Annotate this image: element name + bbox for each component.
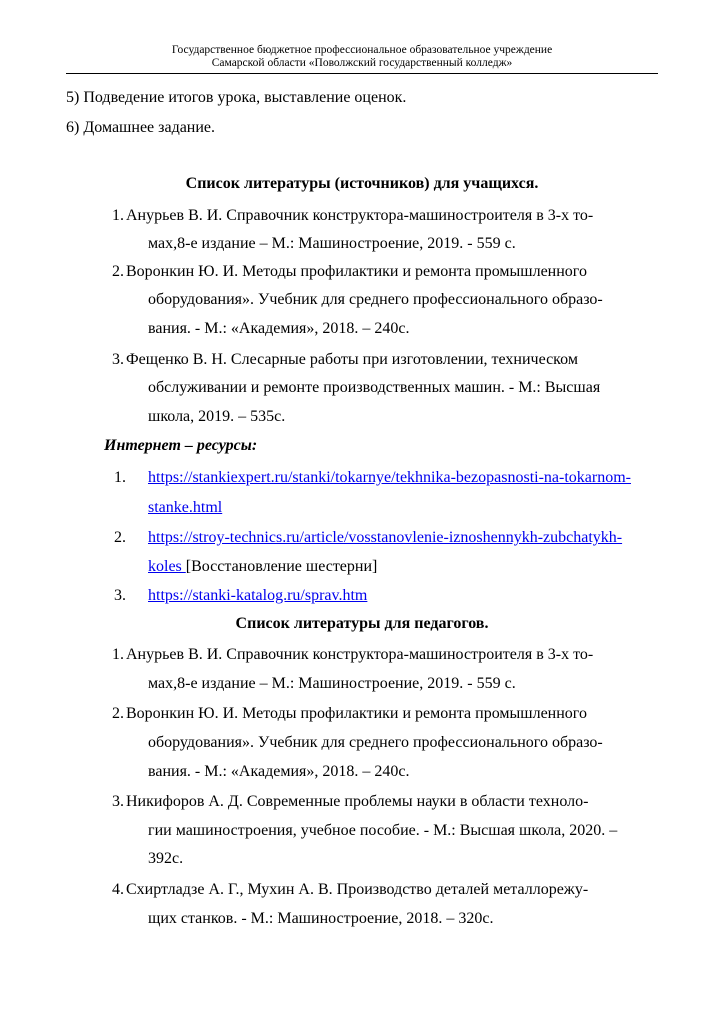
internet-link-2-part-1[interactable]: https://stroy-technics.ru/article/vosstanovlenie-iznoshennykh-zubchatykh- bbox=[148, 529, 623, 546]
internet-item-1-link-line-1 bbox=[148, 468, 631, 488]
step-5: 5) Подведение итогов урока, выставление оценок. bbox=[66, 89, 407, 106]
teachers-item-4-num: 4. bbox=[112, 881, 124, 898]
internet-item-3-num: 3. bbox=[114, 587, 126, 604]
internet-link-1-part-1[interactable]: https://stankiexpert.ru/stanki/tokarnye/tekhnika-bezopasnosti-na-tokarnom- bbox=[148, 469, 631, 486]
internet-item-1-link-line-2 bbox=[148, 498, 222, 518]
students-item-2-line-1: Воронкин Ю. И. Методы профилактики и ремонта промышленного bbox=[126, 263, 587, 280]
students-item-3-line-2: обслуживании и ремонте производственных машин. - М.: Высшая bbox=[148, 379, 601, 396]
students-item-3-line-3: школа, 2019. – 535с. bbox=[148, 408, 286, 425]
teachers-item-2-line-3: вания. - М.: «Академия», 2018. – 240с. bbox=[148, 763, 410, 780]
internet-item-2-link-line-1 bbox=[148, 528, 622, 548]
teachers-item-2-line-1: Воронкин Ю. И. Методы профилактики и ремонта промышленного bbox=[126, 705, 587, 722]
students-item-1-num: 1. bbox=[112, 207, 124, 224]
internet-item-2-link-line-2 bbox=[148, 557, 377, 577]
header-line-2: Самарской области «Поволжский государственный колледж» bbox=[211, 57, 513, 69]
internet-item-3-link-line-1 bbox=[148, 586, 367, 606]
internet-item-2-note: [Восстановление шестерни] bbox=[185, 558, 378, 575]
teachers-item-4-line-1: Схиртладзе А. Г., Мухин А. В. Производство деталей металлорежу- bbox=[126, 881, 589, 898]
students-item-1-line-1: Анурьев В. И. Справочник конструктора-машиностроителя в 3-х то- bbox=[126, 207, 594, 224]
teachers-item-3-num: 3. bbox=[112, 793, 124, 810]
internet-item-1-num: 1. bbox=[114, 469, 126, 486]
students-item-3-line-1: Фещенко В. Н. Слесарные работы при изготовлении, техническом bbox=[126, 351, 578, 368]
students-item-2-line-2: оборудования». Учебник для среднего профессионального образо- bbox=[148, 291, 603, 308]
step-6: 6) Домашнее задание. bbox=[66, 119, 216, 136]
teachers-item-2-line-2: оборудования». Учебник для среднего профессионального образо- bbox=[148, 734, 603, 751]
page-header bbox=[66, 44, 658, 74]
teachers-item-4-line-2: щих станков. - М.: Машиностроение, 2018. – 320с. bbox=[148, 910, 494, 927]
students-item-2-num: 2. bbox=[112, 263, 124, 280]
internet-link-2-part-2[interactable]: koles bbox=[148, 558, 186, 575]
internet-link-1-part-2[interactable]: stanke.html bbox=[148, 499, 223, 516]
header-line-1: Государственное бюджетное профессиональное образовательное учреждение bbox=[171, 44, 553, 56]
teachers-item-2-num: 2. bbox=[112, 705, 124, 722]
teachers-item-1-line-1: Анурьев В. И. Справочник конструктора-машиностроителя в 3-х то- bbox=[126, 646, 594, 663]
students-item-3-num: 3. bbox=[112, 351, 124, 368]
teachers-item-3-line-3: 392с. bbox=[148, 850, 184, 867]
teachers-literature-title: Список литературы для педагогов. bbox=[235, 615, 489, 632]
teachers-item-3-line-1: Никифоров А. Д. Современные проблемы науки в области техноло- bbox=[126, 793, 589, 810]
internet-item-2-num: 2. bbox=[114, 529, 126, 546]
students-item-2-line-3: вания. - М.: «Академия», 2018. – 240с. bbox=[148, 320, 410, 337]
students-item-1-line-2: мах,8-е издание – М.: Машиностроение, 2019. - 559 с. bbox=[148, 235, 516, 252]
internet-resources-title: Интернет – ресурсы: bbox=[104, 437, 258, 454]
teachers-item-3-line-2: гии машиностроения, учебное пособие. - М.: Высшая школа, 2020. – bbox=[148, 822, 618, 839]
internet-link-3[interactable]: https://stanki-katalog.ru/sprav.htm bbox=[148, 587, 368, 604]
students-literature-title: Список литературы (источников) для учащихся. bbox=[185, 175, 539, 192]
teachers-item-1-num: 1. bbox=[112, 646, 124, 663]
teachers-item-1-line-2: мах,8-е издание – М.: Машиностроение, 2019. - 559 с. bbox=[148, 675, 516, 692]
